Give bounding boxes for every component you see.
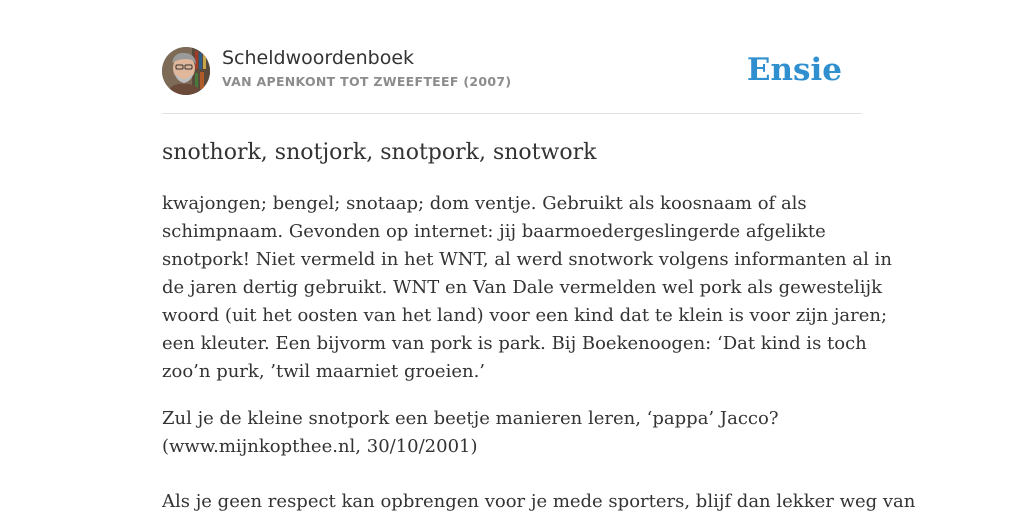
definition-line: kwajongen; bengel; snotaap; dom ventje. Gebruikt als koosnaam of als [162, 193, 807, 214]
definition-line: zoo’n purk, ’twil maarniet groeien.’ [162, 361, 486, 382]
entry-title: snothork, snotjork, snotpork, snotwork [162, 140, 597, 165]
author-portrait-icon [162, 47, 210, 95]
source-header [162, 46, 862, 96]
entry-example-quote [162, 405, 862, 461]
source-title[interactable]: Scheldwoordenboek [222, 47, 415, 69]
definition-line: een kleuter. Een bijvorm van pork is park. Bij Boekenoogen: ‘Dat kind is toch [162, 333, 867, 354]
divider [162, 113, 862, 114]
avatar[interactable] [162, 47, 210, 95]
definition-line: snotpork! Niet vermeld in het WNT, al werd snotwork volgens informanten al in [162, 249, 892, 270]
definition-line: de jaren dertig gebruikt. WNT en Van Dale vermelden wel pork als gewestelijk [162, 277, 882, 298]
definition-line: schimpnaam. Gevonden op internet: jij baarmoedergeslingerde afgelikte [162, 221, 826, 242]
ensie-logo[interactable]: Ensie [746, 52, 842, 88]
source-subtitle: VAN APENKONT TOT ZWEEFTEEF (2007) [222, 74, 512, 89]
entry-definition [162, 190, 892, 386]
definition-line: woord (uit het oosten van het land) voor een kind dat te klein is voor zijn jaren; [162, 305, 888, 326]
entry-example-quote-2: Als je geen respect kan opbrengen voor je mede sporters, blijf dan lekker weg van [162, 491, 916, 512]
example-line: Zul je de kleine snotpork een beetje manieren leren, ‘pappa’ Jacco? [162, 408, 779, 429]
example-source: (www.mijnkopthee.nl, 30/10/2001) [162, 436, 478, 457]
